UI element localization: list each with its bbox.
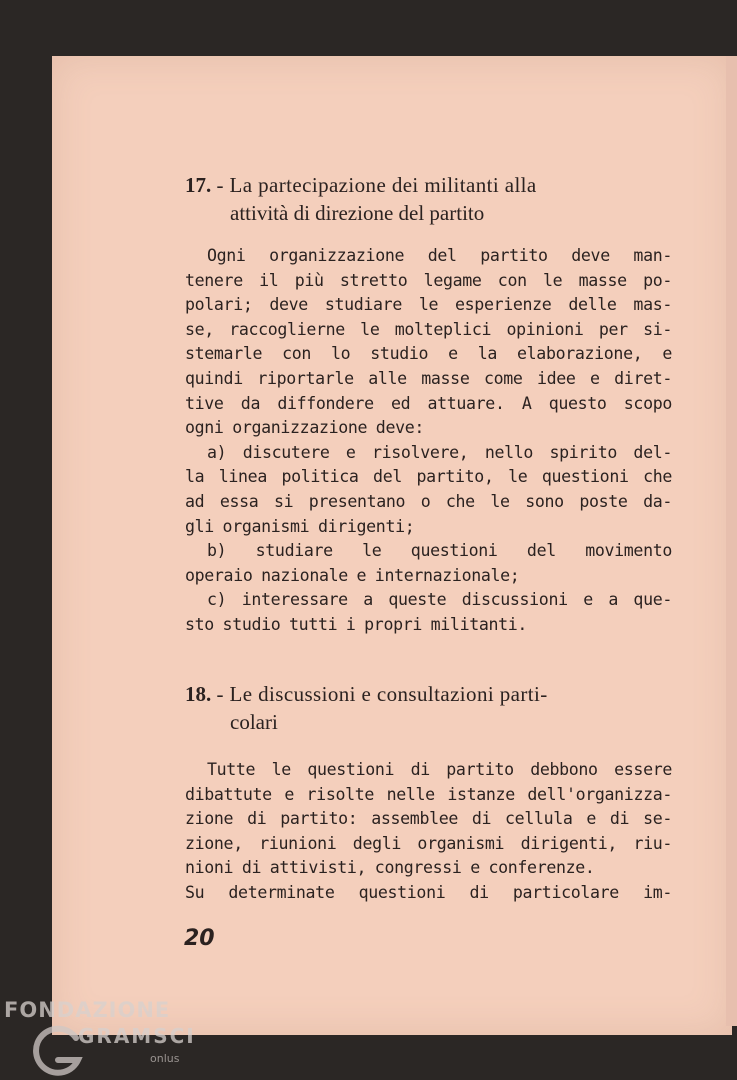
text-line: ad essa si presentano o che le sono poste da-	[185, 491, 672, 511]
text-line: tive da diffondere ed attuare. A questo scopo	[185, 393, 672, 413]
section-17-number: 17.	[185, 173, 212, 197]
list-item-c	[185, 588, 672, 637]
watermark-onlus: onlus	[150, 1052, 180, 1065]
text-line: Ogni organizzazione del partito deve man-	[207, 246, 672, 265]
text-line: stemarle con lo studio e la elaborazione, e	[185, 344, 672, 364]
text-line: operaio nazionale e internazionale;	[185, 565, 520, 585]
section-18-number: 18.	[185, 682, 212, 706]
section-17-body	[185, 244, 672, 638]
section-18-paragraph	[185, 758, 672, 881]
section-18-body	[185, 758, 672, 906]
watermark-line2: GRAMSCI	[78, 1024, 196, 1048]
section-17-paragraph	[185, 244, 672, 441]
text-line: polari; deve studiare le esperienze delle mas-	[185, 295, 672, 315]
watermark-line1: FONDAZIONE	[4, 998, 171, 1022]
text-line: se, raccoglierne le molteplici opinioni per si-	[185, 319, 672, 339]
section-17-title-line1: - La partecipazione dei militanti alla	[216, 173, 537, 197]
text-line: quindi riportarle alle masse come idee e diret-	[185, 368, 672, 388]
text-line: c) interessare a queste discussioni e a que-	[207, 590, 672, 610]
section-17-heading	[185, 171, 672, 227]
section-18-title-line2: colari	[230, 710, 278, 734]
text-line: Tutte le questioni di partito debbono essere	[207, 760, 672, 779]
text-line: a) discutere e risolvere, nello spirito del-	[207, 442, 672, 462]
fondazione-gramsci-watermark	[4, 998, 204, 1078]
text-line: Su determinate questioni di particolare im-	[185, 882, 672, 902]
text-line: tenere il più stretto legame con le masse po-	[185, 270, 672, 290]
list-item-a	[185, 441, 672, 539]
text-line: nioni di attivisti, congressi e conferenze.	[185, 858, 595, 878]
text-line: ogni organizzazione deve:	[185, 418, 425, 438]
section-18-heading	[185, 680, 672, 736]
list-item-b	[185, 539, 672, 588]
text-line: dibattute e risolte nelle istanze dell'organizza-	[185, 784, 672, 804]
page-number: 20	[184, 926, 215, 951]
text-line: b) studiare le questioni del movimento	[207, 541, 672, 561]
section-17-title-line2: attività di direzione del partito	[230, 201, 485, 225]
section-18-paragraph-2	[185, 881, 672, 906]
text-line: zione, riunioni degli organismi dirigenti, riu-	[185, 833, 672, 853]
section-18-title-line1: - Le discussioni e consultazioni parti-	[216, 682, 548, 706]
text-line: la linea politica del partito, le questioni che	[185, 467, 672, 487]
text-line: gli organismi dirigenti;	[185, 516, 415, 536]
next-page-edge	[726, 56, 737, 1026]
text-line: sto studio tutti i propri militanti.	[185, 614, 528, 634]
text-line: zione di partito: assemblee di cellula e di se-	[185, 809, 672, 829]
